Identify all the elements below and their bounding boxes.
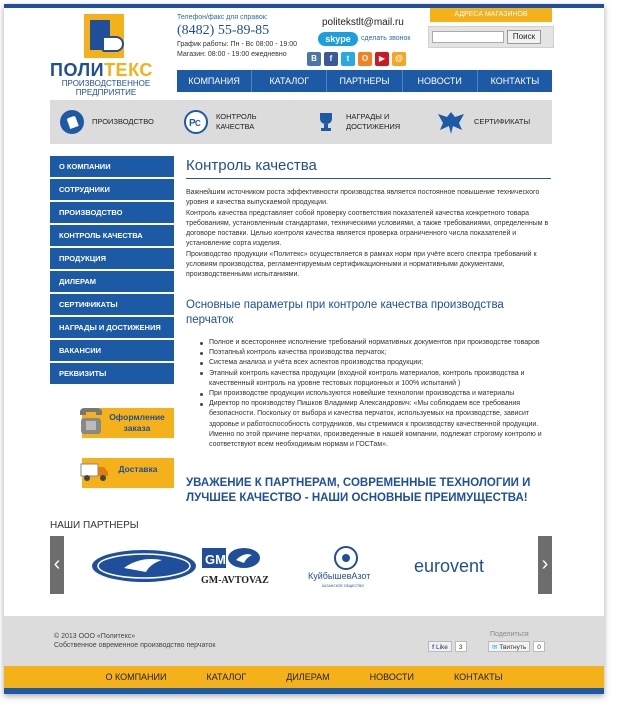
topnav-catalog[interactable]: КАТАЛОГ — [252, 70, 327, 92]
page-title: Контроль качества — [186, 157, 317, 174]
sidebar-item-requisites[interactable]: РЕКВИЗИТЫ — [50, 363, 174, 384]
footer-nav-about[interactable]: О КОМПАНИИ — [105, 672, 167, 682]
kuibyshevazot-logo[interactable] — [308, 547, 370, 588]
email-link[interactable]: politekstlt@mail.ru — [322, 17, 404, 28]
section-subtitle: Основные параметры при контроле качества производства перчаток — [186, 299, 504, 326]
eurovent-logo[interactable] — [414, 556, 484, 576]
twitter-share[interactable] — [488, 641, 545, 652]
list-item: Директор по производству Пишков Владимир Александрович: «Мы соблюдаем все требования безопасности. Поскольку от выбора и качества перчаток, используемых на производстве, зависит здоровье и работоспособность сотрудников, мы стремимся к производству качественной продукции. Именно по этой причине перчатки, произведенные в нашей компании, подлежат строгому контролю и соответствуют всем необходимым нормам и ГОСТам». — [200, 399, 552, 450]
topnav-contacts[interactable]: КОНТАКТЫ — [490, 76, 540, 86]
phone-number: (8482) 55-89-85 — [177, 23, 270, 38]
sidebar-item-staff[interactable]: СОТРУДНИКИ — [50, 179, 174, 200]
truck-icon — [80, 461, 110, 483]
bottom-bar — [4, 688, 604, 694]
facebook-like[interactable] — [428, 641, 467, 652]
logo-name[interactable]: ПОЛИТЕКС — [50, 60, 153, 80]
list-item: При производстве продукции используются новейшие технологии производства и материалы — [200, 389, 552, 399]
sidebar-item-dealers[interactable]: ДИЛЕРАМ — [50, 271, 174, 292]
svg-text:Р: Р — [189, 118, 196, 129]
sidebar-item-vacancies[interactable]: ВАКАНСИИ — [50, 340, 174, 361]
glove-icon — [60, 110, 84, 134]
phone-icon — [76, 406, 106, 438]
logo-mark-icon[interactable] — [84, 14, 124, 58]
sidebar-item-certificates[interactable]: СЕРТИФИКАТЫ — [50, 294, 174, 315]
intro-text: Важнейшим источником роста эффективности производства является постоянное повышение технического уровня и качества выпускаемой продукции. Контроль качества представляет собой проверку соответствия показателей качества конкретного товара требованиям, установленным стандартами, техническими условиями, а также требованиями, определенным в договоре поставки. Целью контроля качества является проверка ограниченного числа показателей и установление сорта изделия. Производство продукции «Политекс» осуществляется в рамках норм при учёте всего спектра требований к условиям производства, регламентируемым сертификационными и нормативными документами, производственными испытаниями. — [186, 189, 549, 279]
svg-text:GM-AVTOVAZ: GM-AVTOVAZ — [201, 575, 269, 586]
search-button[interactable]: Поиск — [507, 30, 541, 44]
footer-nav-catalog[interactable]: КАТАЛОГ — [206, 672, 247, 682]
eagle-emblem-icon — [436, 108, 466, 136]
phone-label: Телефон/факс для справок: — [177, 14, 268, 21]
top-nav — [177, 70, 552, 92]
list-item: Этапный контроль качества продукции (входной контроль материалов, контроль производства и качественный контроль на уровне тестовых порционных и 100% испытаний ) — [200, 369, 552, 389]
svg-text:С: С — [195, 119, 201, 128]
facebook-icon[interactable]: f — [324, 52, 338, 66]
lada-logo[interactable] — [92, 550, 196, 582]
trophy-icon — [314, 110, 338, 134]
skype-icon[interactable]: skype — [318, 32, 358, 46]
stores-address-button[interactable]: АДРЕСА МАГАЗИНОВ — [430, 8, 552, 22]
svg-text:КуйбышевАзот: КуйбышевАзот — [308, 571, 371, 581]
carousel-prev-button[interactable]: ‹ — [50, 536, 64, 594]
list-item: Полное и всестороннее исполнение требований нормативных документов при производстве товаров — [200, 338, 552, 348]
quality-parameters-list — [200, 338, 552, 450]
call-link[interactable]: сделать звонок — [361, 35, 411, 42]
svg-text:eurovent: eurovent — [414, 556, 485, 576]
footer-nav — [4, 666, 604, 688]
title-divider — [186, 178, 551, 179]
vk-icon[interactable]: В — [307, 52, 321, 66]
partners-title: НАШИ ПАРТНЕРЫ — [50, 520, 139, 531]
sidebar-item-quality[interactable]: КОНТРОЛЬ КАЧЕСТВА — [50, 225, 174, 246]
tweet-count: 0 — [533, 641, 545, 652]
category-awards[interactable]: НАГРАДЫ И ДОСТИЖЕНИЯ — [314, 100, 416, 144]
list-item: Система анализа и учёта всех аспектов производства продукции; — [200, 358, 552, 368]
mailru-icon[interactable]: @ — [392, 52, 406, 66]
topnav-news[interactable]: НОВОСТИ — [403, 70, 478, 92]
search-input[interactable] — [432, 31, 504, 43]
order-button[interactable]: Оформление заказа — [82, 408, 174, 438]
footer-nav-dealers[interactable]: ДИЛЕРАМ — [286, 672, 330, 682]
twitter-bird-icon: ✉ — [492, 644, 500, 651]
rst-mark-icon — [184, 110, 208, 134]
logo-subtitle: ПРОИЗВОДСТВЕННОЕ ПРЕДПРИЯТИЕ — [61, 79, 151, 97]
topnav-company[interactable]: КОМПАНИЯ — [177, 70, 252, 92]
sidebar-item-about[interactable]: О КОМПАНИИ — [50, 156, 174, 177]
footer-nav-contacts[interactable]: КОНТАКТЫ — [453, 672, 503, 682]
social-links — [307, 52, 406, 66]
odnoklassniki-icon[interactable]: О — [358, 52, 372, 66]
svg-text:КАЗАНСКОЕ ОБЩЕСТВО: КАЗАНСКОЕ ОБЩЕСТВО — [322, 584, 364, 588]
work-hours: График работы: Пн - Вс 08:00 - 19:00 Магазин: 08:00 - 19:00 ежедневно — [177, 41, 298, 58]
footer-nav-news[interactable]: НОВОСТИ — [369, 672, 414, 682]
facebook-icon: f — [432, 644, 436, 651]
sidebar-nav — [50, 156, 174, 386]
like-count: 3 — [455, 641, 467, 652]
sidebar-item-products[interactable]: ПРОДУКЦИЯ — [50, 248, 174, 269]
svg-text:GM: GM — [205, 552, 226, 567]
slogan: УВАЖЕНИЕ К ПАРТНЕРАМ, СОВРЕМЕННЫЕ ТЕХНОЛОГИИ И ЛУЧШЕЕ КАЧЕСТВО - НАШИ ОСНОВНЫЕ ПРЕИМУЩЕСТВА! — [186, 477, 531, 504]
carousel-next-button[interactable]: › — [538, 536, 552, 594]
topnav-partners[interactable]: ПАРТНЕРЫ — [327, 70, 402, 92]
sidebar-item-production[interactable]: ПРОИЗВОДСТВО — [50, 202, 174, 223]
gm-avtovaz-logo[interactable] — [201, 548, 269, 586]
category-production[interactable]: ПРОИЗВОДСТВО — [60, 100, 154, 144]
category-certificates[interactable]: СЕРТИФИКАТЫ — [436, 100, 530, 144]
tweet-button[interactable]: ✉ Твитнуть — [488, 641, 530, 652]
twitter-icon[interactable]: t — [341, 52, 355, 66]
share-label: Поделиться — [490, 631, 529, 638]
like-button[interactable]: f Like — [428, 641, 452, 652]
youtube-icon[interactable]: ▶ — [375, 52, 389, 66]
partners-carousel — [50, 536, 552, 594]
copyright: © 2013 ООО «Политекс» Собственное овременное производство перчаток — [54, 633, 216, 649]
list-item: Поэтапный контроль качества производства перчаток; — [200, 348, 552, 358]
delivery-button[interactable]: Доставка — [82, 458, 174, 488]
sidebar-item-awards[interactable]: НАГРАДЫ И ДОСТИЖЕНИЯ — [50, 317, 174, 338]
category-quality[interactable]: Р С КОНТРОЛЬ КАЧЕСТВА — [184, 100, 274, 144]
